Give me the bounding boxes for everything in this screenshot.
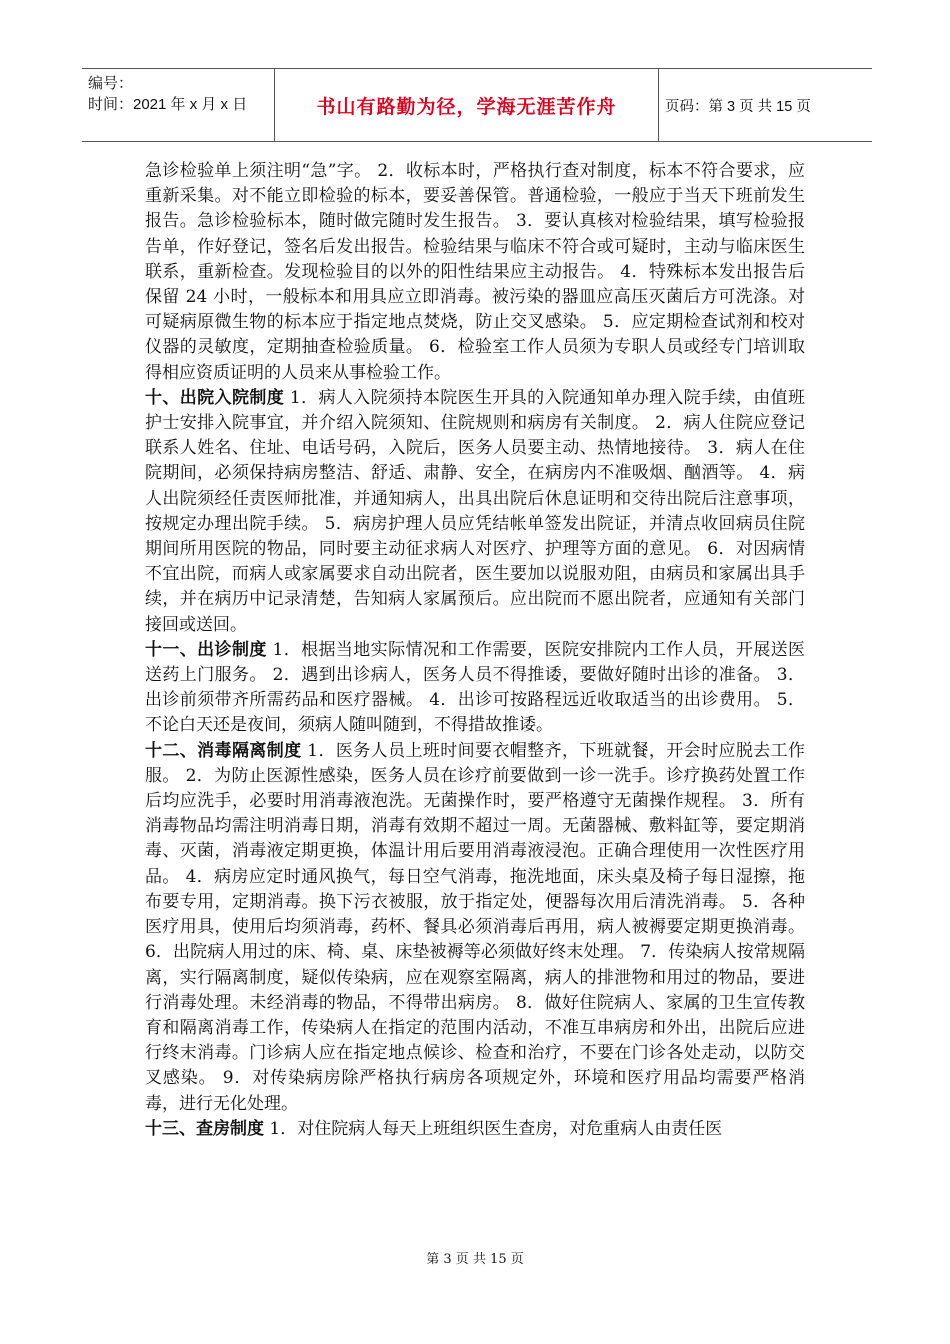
section-house-call [145,638,805,739]
section-title: 十一、出诊制度 [145,639,267,660]
intro-paragraph: 急诊检验单上须注明“急”字。 2．收标本时，严格执行查对制度，标本不符合要求，应重新采集。对不能立即检验的标本，要妥善保管。普通检验，一般应于当天下班前发生报告。急诊检验标本，随时做完随时发生报告。 3．要认真核对检验结果，填写检验报告单，作好登记，签名后发出报告。检验结果与临床不符合或可疑时，主动与临床医生联系，重新检查。发现检验目的以外的阳性结果应主动报告。 4．特殊标本发出报告后保留 24 小时，一般标本和用具应立即消毒。被污染的器皿应高压灭菌后方可洗涤。对可疑病原微生物的标本应于指定地点焚烧，防止交叉感染。 5．应定期检查试剂和校对仪器的灵敏度，定期抽查检验质量。 6．检验室工作人员须为专职人员或经专门培训取得相应资质证明的人员来从事检验工作。 [145,161,805,383]
header-motto: 书山有路勤为径，学海无涯苦作舟 [274,69,659,141]
doc-time-label: 时间：2021 年 x 月 x 日 [88,96,248,113]
section-text: 1．病人入院须持本院医生开具的入院通知单办理入院手续，由值班护士安排入院事宜，并介绍入院须知、住院规则和病房有关制度。 2．病人住院应登记联系人姓名、住址、电话号码，入院后，医务人员要主动、热情地接待。 3．病人在住院期间，必须保持病房整洁、舒适、肃静、安全，在病房内不准吸烟、酗酒等。 4．病人出院须经任责医师批准，并通知病人，出具出院后休息证明和交待出院后注意事项，按规定办理出院手续。 5．病房护理人员应凭结帐单签发出院证，并清点收回病员住院期间所用医院的物品，同时要主动征求病人对医疗、护理等方面的意见。 6．对因病情不宜出院，而病人或家属要求自动出院者，医生要加以说服劝阻，由病员和家属出具手续，并在病历中记录清楚，告知病人家属预后。应出院而不愿出院者，应通知有关部门接回或送回。 [145,387,806,635]
header-meta [82,69,274,141]
section-title: 十、出院入院制度 [145,387,285,408]
section-text: 1．医务人员上班时间要衣帽整齐，下班就餐，开会时应脱去工作服。 2．为防止医源性感染，医务人员在诊疗前要做到一诊一洗手。诊疗换药处置工作后均应洗手，必要时用消毒液泡洗。无菌操作时，要严格遵守无菌操作规程。 3．所有消毒物品均需注明消毒日期，消毒有效期不超过一周。无菌器械、敷料缸等，要定期消毒、灭菌，消毒液定期更换，体温计用后要用消毒液浸泡。正确合理使用一次性医疗用品。 4．病房应定时通风换气，每日空气消毒，拖洗地面，床头桌及椅子每日湿擦，拖布要专用，定期消毒。换下污衣被服，放于指定处，便器每次用后清洗消毒。 5．各种医疗用具，使用后均须消毒，药杯、餐具必须消毒后再用，病人被褥要定期更换消毒。 6．出院病人用过的床、椅、桌、床垫被褥等必须做好终末处理。 7．传染病人按常规隔离，实行隔离制度，疑似传染病，应在观察室隔离，病人的排泄物和用过的物品，要进行消毒处理。未经消毒的物品，不得带出病房。 8．做好住院病人、家属的卫生宣传教育和隔离消毒工作，传染病人在指定的范围内活动，不准互串病房和外出，出院后应进行终末消毒。门诊病人应在指定地点候诊、检查和治疗，不要在门诊各处走动，以防交叉感染。 9．对传染病房除严格执行病房各项规定外，环境和医疗用品均需要严格消毒，进行无化处理。 [145,740,806,1114]
section-discharge-admission [145,386,805,638]
section-title: 十三、查房制度 [145,1118,264,1139]
section-disinfection-isolation [145,739,805,1117]
page-footer: 第 3 页 共 15 页 [426,1252,524,1267]
document-body [145,159,805,1142]
section-text: 1．根据当地实际情况和工作需要，医院安排院内工作人员，开展送医送药上门服务。 2．遇到出诊病人，医务人员不得推诿，要做好随时出诊的准备。 3．出诊前须带齐所需药品和医疗器械。 4．出诊可按路程远近收取适当的出诊费用。 5．不论白天还是夜间，须病人随叫随到，不得措故推诿。 [145,639,806,736]
section-text: 1．对住院病人每天上班组织医生查房，对危重病人由责任医 [264,1118,723,1139]
section-ward-rounds [145,1117,805,1142]
section-title: 十二、消毒隔离制度 [145,740,302,761]
doc-code-label: 编号： [88,75,134,92]
header-page-number: 页码：第 3 页 共 15 页 [665,98,811,115]
page-header [82,68,872,142]
